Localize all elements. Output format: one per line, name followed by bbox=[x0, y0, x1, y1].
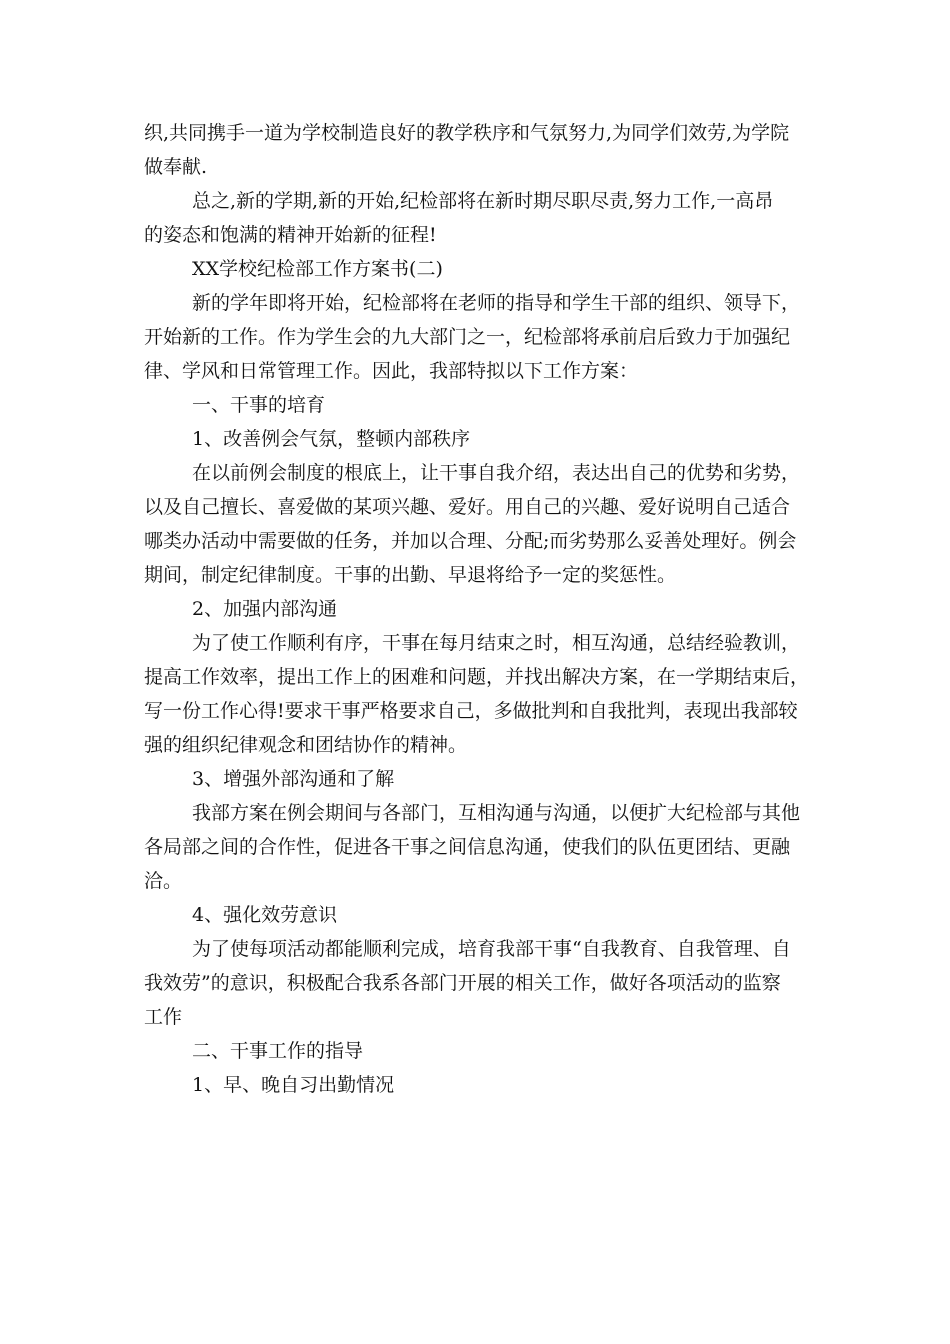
heading-line: 1、改善例会气氛，整顿内部秩序 bbox=[192, 428, 471, 450]
text-line: 律、学风和日常管理工作。因此，我部特拟以下工作方案： bbox=[144, 360, 639, 382]
text-line: 开始新的工作。作为学生会的九大部门之一，纪检部将承前启后致力于加强纪 bbox=[144, 326, 791, 348]
text-line: 洽。 bbox=[144, 870, 183, 892]
text-line: 的姿态和饱满的精神开始新的征程! bbox=[144, 224, 437, 246]
text-line: 各局部之间的合作性，促进各干事之间信息沟通，使我们的队伍更团结、更融 bbox=[144, 836, 791, 858]
heading-line: 1、早、晚自习出勤情况 bbox=[192, 1074, 395, 1096]
heading-line: 2、加强内部沟通 bbox=[192, 598, 338, 620]
text-line: 织,共同携手一道为学校制造良好的教学秩序和气氛努力,为同学们效劳,为学院 bbox=[144, 122, 790, 144]
text-line: 写一份工作心得!要求干事严格要求自己，多做批判和自我批判，表现出我部较 bbox=[144, 700, 798, 722]
text-line: 提高工作效率，提出工作上的困难和问题，并找出解决方案，在一学期结束后， bbox=[144, 666, 810, 688]
section-title: XX学校纪检部工作方案书(二) bbox=[192, 258, 443, 280]
heading-line: 二、干事工作的指导 bbox=[192, 1040, 364, 1062]
heading-line: 3、增强外部沟通和了解 bbox=[192, 768, 395, 790]
text-line: 强的组织纪律观念和团结协作的精神。 bbox=[144, 734, 468, 756]
text-line: 为了使每项活动都能顺利完成，培育我部干事“自我教育、自我管理、自 bbox=[192, 938, 791, 960]
text-line: 总之,新的学期,新的开始,纪检部将在新时期尽职尽责,努力工作,一高昂 bbox=[192, 190, 774, 212]
text-line: 工作 bbox=[144, 1006, 183, 1028]
heading-line: 4、强化效劳意识 bbox=[192, 904, 338, 926]
text-line: 做奉献. bbox=[144, 156, 208, 178]
text-line: 我部方案在例会期间与各部门，互相沟通与沟通，以便扩大纪检部与其他 bbox=[192, 802, 801, 824]
text-line: 期间，制定纪律制度。干事的出勤、早退将给予一定的奖惩性。 bbox=[144, 564, 677, 586]
text-line: 在以前例会制度的根底上，让干事自我介绍，表达出自己的优势和劣势， bbox=[192, 462, 801, 484]
text-line: 以及自己擅长、喜爱做的某项兴趣、爱好。用自己的兴趣、爱好说明自己适合 bbox=[144, 496, 791, 518]
document-page bbox=[144, 116, 810, 1102]
heading-line: 一、干事的培育 bbox=[192, 394, 326, 416]
text-line: 为了使工作顺利有序，干事在每月结束之时，相互沟通，总结经验教训， bbox=[192, 632, 801, 654]
text-line: 新的学年即将开始，纪检部将在老师的指导和学生干部的组织、领导下， bbox=[192, 292, 801, 314]
text-line: 哪类办活动中需要做的任务，并加以合理、分配;而劣势那么妥善处理好。例会 bbox=[144, 530, 797, 552]
text-line: 我效劳”的意识，积极配合我系各部门开展的相关工作，做好各项活动的监察 bbox=[144, 972, 781, 994]
